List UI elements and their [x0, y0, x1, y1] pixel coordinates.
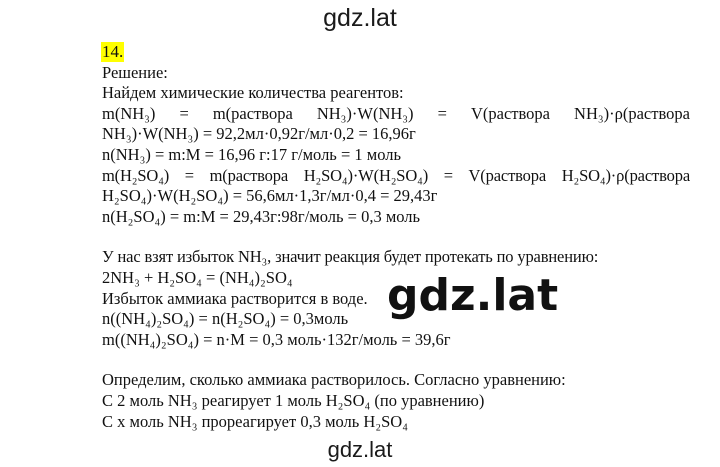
text-line-12: n((NH₄)₂SO₄) = n(H₂SO₄) = 0,3моль	[102, 309, 349, 329]
formula-word: V(раствора	[470, 103, 550, 123]
text-line-10: 2NH₃ + H₂SO₄ = (NH₄)₂SO₄	[102, 267, 293, 287]
solution-text	[102, 42, 690, 432]
text-line-7: n(H₂SO₄) = m:M = 29,43г:98г/моль = 0,3 моль	[102, 206, 421, 226]
formula-word: m(H₂SO₄)	[102, 165, 170, 185]
paragraph-gap	[102, 227, 690, 247]
text-line-4: n(NH₃) = m:M = 16,96 г:17 г/моль = 1 моль	[102, 144, 401, 164]
text-line-13: m((NH₄)₂SO₄) = n·M = 0,3 моль·132г/моль = 39,6г	[102, 329, 451, 349]
formula-word: H₂SO₄)·W(H₂SO₄)	[303, 165, 429, 185]
watermark-top: gdz.lat	[323, 4, 397, 32]
text-line-2	[102, 104, 690, 125]
formula-word: =	[184, 165, 194, 185]
text-line-5	[102, 166, 690, 187]
text-line-17: С x моль NH₃ прореагирует 0,3 моль H₂SO₄	[102, 411, 408, 431]
formula-word: NH₃)·W(NH₃)	[316, 103, 414, 123]
watermark-middle: gdz.lat	[383, 270, 562, 322]
formula-word: H₂SO₄)·ρ(раствора	[561, 165, 690, 185]
text-line-3: NH₃)·W(NH₃) = 92,2мл·0,92г/мл·0,2 = 16,96г	[102, 124, 416, 144]
formula-word: =	[179, 103, 189, 123]
problem-number: 14.	[102, 42, 124, 61]
text-line-16: С 2 моль NH₃ реагирует 1 моль H₂SO₄ (по уравнению)	[102, 390, 485, 410]
watermark-bottom: gdz.lat	[327, 437, 393, 462]
formula-word: =	[437, 103, 447, 123]
text-line-6: H₂SO₄)·W(H₂SO₄) = 56,6мл·1,3г/мл·0,4 = 29,43г	[102, 186, 438, 206]
problem-number-row	[102, 42, 690, 63]
text-line-9: У нас взят избыток NH₃, значит реакция будет протекать по уравнению:	[102, 247, 599, 267]
text-line-1: Найдем химические количества реагентов:	[102, 83, 404, 103]
paragraph-gap	[102, 350, 690, 370]
text-line-11: Избыток аммиака растворится в воде.	[102, 288, 368, 308]
formula-word: m(NH₃)	[102, 103, 156, 123]
formula-word: V(раствора	[468, 165, 547, 185]
text-line-15: Определим, сколько аммиака растворилось. Согласно уравнению:	[102, 370, 566, 390]
formula-word: =	[443, 165, 453, 185]
formula-word: m(раствора	[209, 165, 289, 185]
formula-word: m(раствора	[212, 103, 293, 123]
solution-heading: Решение:	[102, 62, 168, 82]
formula-word: NH₃)·ρ(раствора	[574, 103, 690, 123]
